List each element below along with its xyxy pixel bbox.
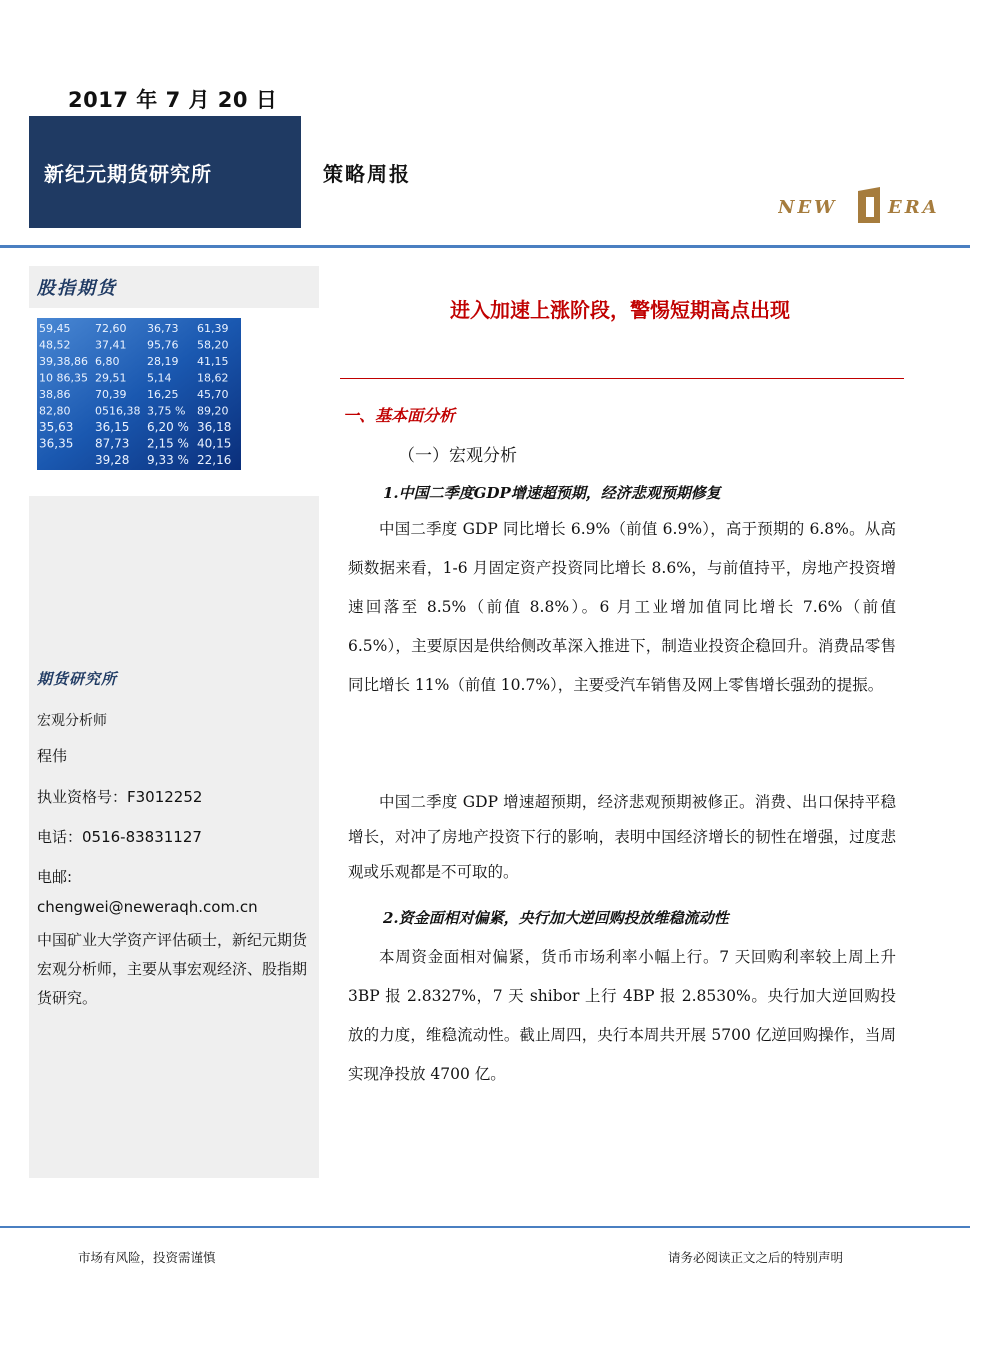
ticker-cell: 3,75 % xyxy=(147,404,186,418)
department-label: 期货研究所 xyxy=(37,670,118,688)
ticker-cell: 89,20 xyxy=(197,404,229,418)
ticker-cell: 72,60 xyxy=(95,322,127,335)
analyst-license: 执业资格号：F3012252 xyxy=(37,788,203,806)
ticker-cell: 9,33 % xyxy=(147,453,189,467)
ticker-cell: 38,86 xyxy=(39,388,71,401)
paragraph-gdp: 中国二季度 GDP 同比增长 6.9%（前值 6.9%），高于预期的 6.8%。从高频数据来看，1-6 月固定资产投资同比增长 8.6%，与前值持平，房地产投资增速回落至 8.5%（前值 8.8%）。6 月工业增加值同比增长 7.6%（前值 6.5%），主要原因是供给侧改革深入推进下，制造业投资企稳回升。消费品零售同比增长 11%（前值 10.7%），主要受汽车销售及网上零售增长强劲的提振。 xyxy=(348,520,896,694)
ticker-cell: 36,73 xyxy=(147,322,179,335)
report-date: 2017 年 7 月 20 日 xyxy=(68,88,278,112)
ticker-cell: 2,15 % xyxy=(147,436,189,451)
analyst-title: 宏观分析师 xyxy=(37,713,107,729)
logo-text-right: ERA xyxy=(888,197,940,218)
ticker-cell: 36,35 xyxy=(39,436,74,451)
risk-warning: 市场有风险，投资需谨慎 xyxy=(78,1250,216,1265)
stock-ticker-image xyxy=(37,318,241,470)
ticker-cell: 0516,38 xyxy=(95,404,141,418)
headline: 进入加速上涨阶段，警惕短期高点出现 xyxy=(450,298,790,322)
disclaimer-notice: 请务必阅读正文之后的特别声明 xyxy=(668,1250,844,1265)
footer-divider xyxy=(0,1226,970,1228)
email-label: 电邮: xyxy=(37,868,73,886)
ticker-cell: 22,16 xyxy=(197,453,232,467)
paragraph-outlook: 中国二季度 GDP 增速超预期，经济悲观预期被修正。消费、出口保持平稳增长，对冲了房地产投资下行的影响，表明中国经济增长的韧性在增强，过度悲观或乐观都是不可取的。 xyxy=(348,793,896,881)
ticker-cell: 6,80 xyxy=(95,355,120,368)
analyst-phone: 电话：0516-83831127 xyxy=(37,828,202,846)
ticker-cell: 36,18 xyxy=(197,420,232,434)
ticker-cell: 39,28 xyxy=(95,453,130,467)
headline-divider xyxy=(340,378,904,379)
ticker-cell: 6,20 % xyxy=(147,420,189,434)
subsection-heading: （一）宏观分析 xyxy=(398,446,517,466)
analyst-name: 程伟 xyxy=(37,747,68,765)
ticker-cell: 41,15 xyxy=(197,355,229,368)
ticker-cell: 40,15 xyxy=(197,436,232,451)
org-name: 新纪元期货研究所 xyxy=(44,162,212,186)
ticker-cell: 87,73 xyxy=(95,436,130,451)
ticker-cell: 16,25 xyxy=(147,388,179,401)
ticker-cell: 18,62 xyxy=(197,371,229,385)
section-heading: 一、基本面分析 xyxy=(343,406,456,425)
ticker-cell: 36,15 xyxy=(95,420,130,434)
point-heading-2: 2.资金面相对偏紧，央行加大逆回购投放维稳流动性 xyxy=(383,909,729,927)
ticker-cell: 61,39 xyxy=(197,322,229,335)
ticker-cell: 29,51 xyxy=(95,371,127,385)
ticker-cell: 59,45 xyxy=(39,322,71,335)
logo-text-left: NEW xyxy=(778,197,838,218)
analyst-bio: 中国矿业大学资产评估硕士，新纪元期货宏观分析师，主要从事宏观经济、股指期货研究。 xyxy=(37,931,308,1007)
ticker-cell: 10 86,35 xyxy=(39,371,88,385)
ticker-cell: 70,39 xyxy=(95,388,127,401)
ticker-cell: 39,38,86 xyxy=(39,355,88,368)
ticker-cell: 35,63 xyxy=(39,420,74,434)
ticker-cell: 48,52 xyxy=(39,338,71,352)
ticker-cell: 28,19 xyxy=(147,355,179,368)
ticker-cell: 45,70 xyxy=(197,388,229,401)
ticker-cell: 37,41 xyxy=(95,338,127,352)
sector-label: 股指期货 xyxy=(37,278,117,299)
paragraph-liquidity: 本周资金面相对偏紧，货币市场利率小幅上行。7 天回购利率较上周上升 3BP 报 2.8327%，7 天 shibor 上行 4BP 报 2.8530%。央行加大逆回购投放的力度，维稳流动性。截止周四，央行本周共开展 5700 亿逆回购操作，当周实现净投放 4700 亿。 xyxy=(348,948,896,1083)
header-divider xyxy=(0,245,970,248)
ticker-cell: 95,76 xyxy=(147,338,179,352)
ticker-cell: 5,14 xyxy=(147,371,172,385)
report-type: 策略周报 xyxy=(323,162,411,186)
point-heading-1: 1.中国二季度GDP增速超预期，经济悲观预期修复 xyxy=(383,484,721,502)
analyst-email[interactable]: chengwei@neweraqh.com.cn xyxy=(37,898,258,916)
newera-logo xyxy=(778,185,954,225)
ticker-cell: 58,20 xyxy=(197,338,229,352)
ticker-cell: 82,80 xyxy=(39,404,71,418)
